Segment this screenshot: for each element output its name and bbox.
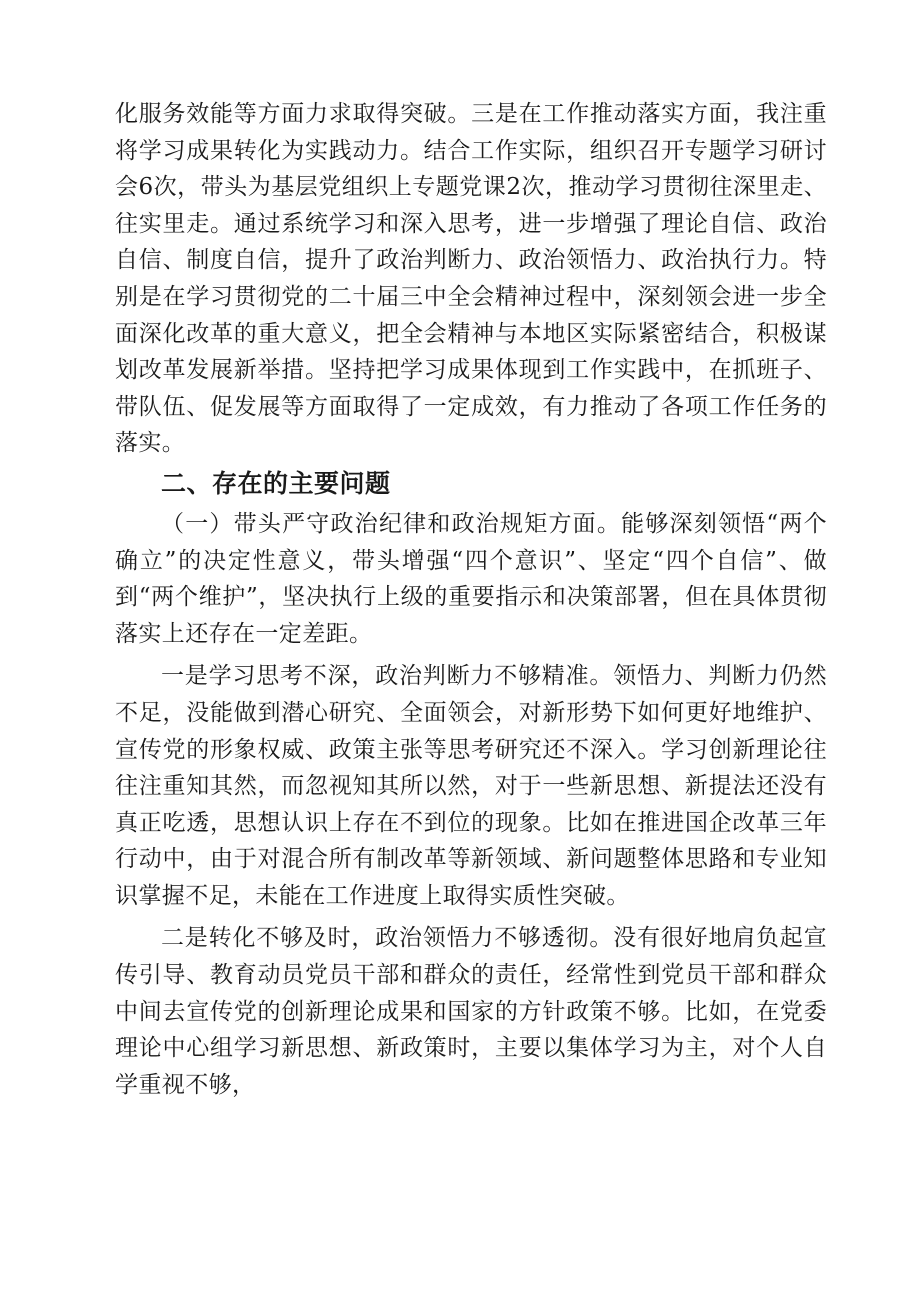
document-page (115, 96, 827, 1103)
paragraph-continuation: 化服务效能等方面力求取得突破。三是在工作推动落实方面，我注重将学习成果转化为实践动力。结合工作实际，组织召开专题学习研讨会6次，带头为基层党组织上专题党课2次，推动学习贯彻往深里走、往实里走。通过系统学习和深入思考，进一步增强了理论自信、政治自信、制度自信，提升了政治判断力、政治领悟力、政治执行力。特别是在学习贯彻党的二十届三中全会精神过程中，深刻领会进一步全面深化改革的重大意义，把全会精神与本地区实际紧密结合，积极谋划改革发展新举措。坚持把学习成果体现到工作实践中，在抓班子、带队伍、促发展等方面取得了一定成效，有力推动了各项工作任务的落实。 (115, 101, 827, 457)
section-heading: 二、存在的主要问题 (161, 468, 391, 498)
paragraph-item-one: （一）带头严守政治纪律和政治规矩方面。能够深刻领悟“两个确立”的决定性意义，带头增强“四个意识”、坚定“四个自信”、做到“两个维护”，坚决执行上级的重要指示和决策部署，但在具体贯彻落实上还存在一定差距。 (115, 510, 827, 647)
paragraph-point-one: 一是学习思考不深，政治判断力不够精准。领悟力、判断力仍然不足，没能做到潜心研究、全面领会，对新形势下如何更好地维护、宣传党的形象权威、政策主张等思考研究还不深入。学习创新理论往往注重知其然，而忽视知其所以然，对于一些新思想、新提法还没有真正吃透，思想认识上存在不到位的现象。比如在推进国企改革三年行动中，由于对混合所有制改革等新领域、新问题整体思路和专业知识掌握不足，未能在工作进度上取得实质性突破。 (115, 663, 827, 909)
paragraph-point-two: 二是转化不够及时，政治领悟力不够透彻。没有很好地肩负起宣传引导、教育动员党员干部和群众的责任，经常性到党员干部和群众中间去宣传党的创新理论成果和国家的方针政策不够。比如，在党委理论中心组学习新思想、新政策时，主要以集体学习为主，对个人自学重视不够， (115, 925, 827, 1098)
